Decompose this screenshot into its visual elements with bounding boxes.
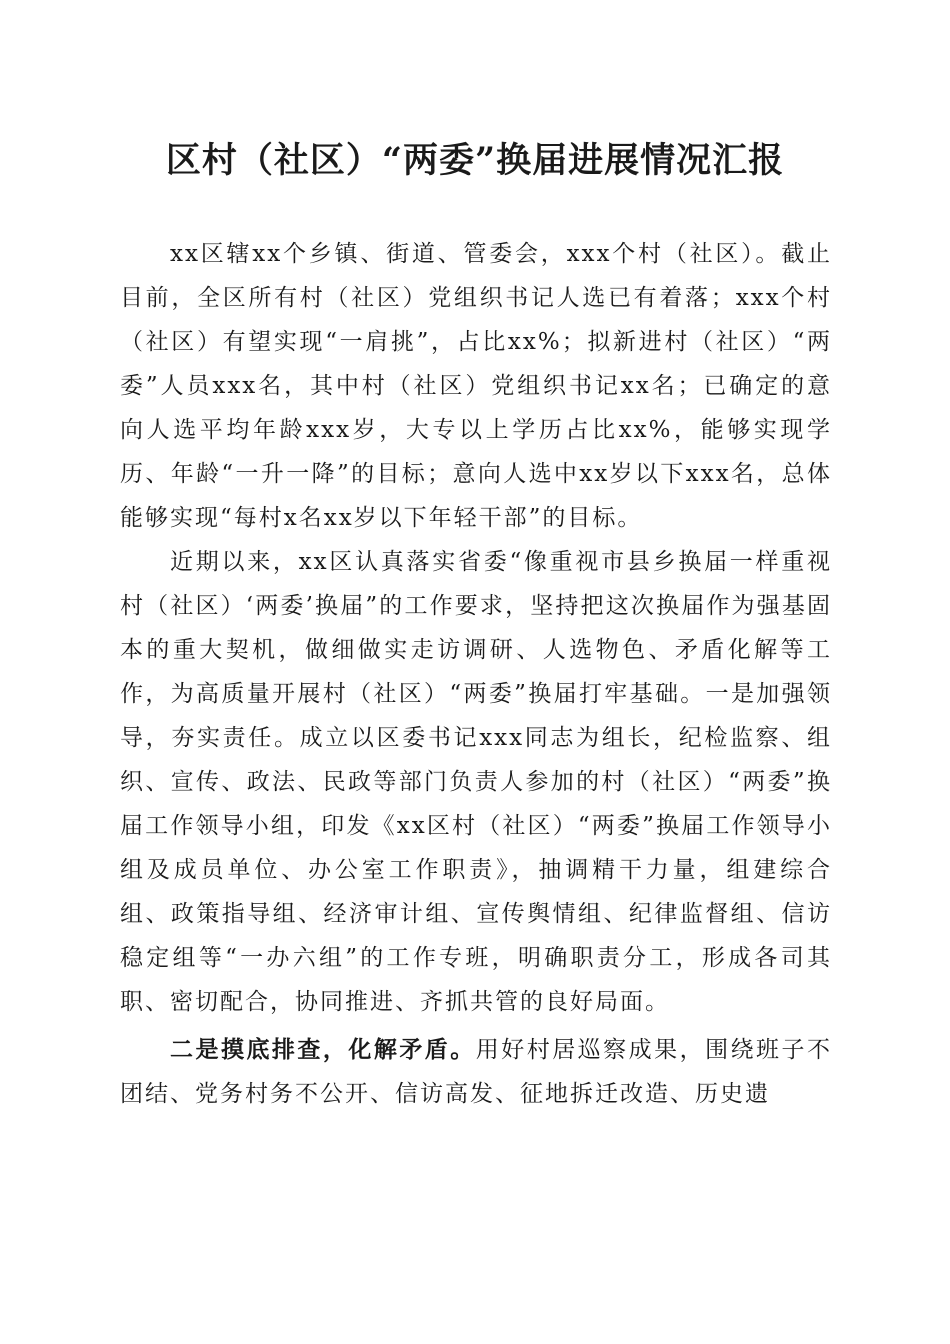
paragraph-investigation-text: 用好村居巡察成果，围绕班子不团结、党务村务不公开、信访高发、征地拆迁改造、历史遗	[120, 1037, 833, 1107]
paragraph-progress: 近期以来，xx区认真落实省委“像重视市县乡换届一样重视村（社区）‘两委’换届”的工作要求，坚持把这次换届作为强基固本的重大契机，做细做实走访调研、人选物色、矛盾化解等工作，为高质量开展村（社区）“两委”换届打牢基础。一是加强领导，夯实责任。成立以区委书记xxx同志为组长，纪检监察、组织、宣传、政法、民政等部门负责人参加的村（社区）“两委”换届工作领导小组，印发《xx区村（社区）“两委”换届工作领导小组及成员单位、办公室工作职责》，抽调精干力量，组建综合组、政策指导组、经济审计组、宣传舆情组、纪律监督组、信访稳定组等“一办六组”的工作专班，明确职责分工，形成各司其职、密切配合，协同推进、齐抓共管的良好局面。	[120, 549, 832, 1015]
paragraph-summary: xx区辖xx个乡镇、街道、管委会，xxx个村（社区）。截止目前，全区所有村（社区）党组织书记人选已有着落；xxx个村（社区）有望实现“一肩挑”，占比xx%；拟新进村（社区）“两委”人员xxx名，其中村（社区）党组织书记xx名；已确定的意向人选平均年龄xxx岁，大专以上学历占比xx%，能够实现学历、年龄“一升一降”的目标；意向人选中xx岁以下xxx名，总体能够实现“每村x名xx岁以下年轻干部”的目标。	[120, 241, 832, 531]
document-title: 区村（社区）“两委”换届进展情况汇报	[165, 140, 785, 181]
paragraph-lead: 二是摸底排查，化解矛盾。	[170, 1036, 476, 1063]
document-body	[120, 232, 832, 1116]
paragraph-investigation	[120, 1028, 832, 1116]
